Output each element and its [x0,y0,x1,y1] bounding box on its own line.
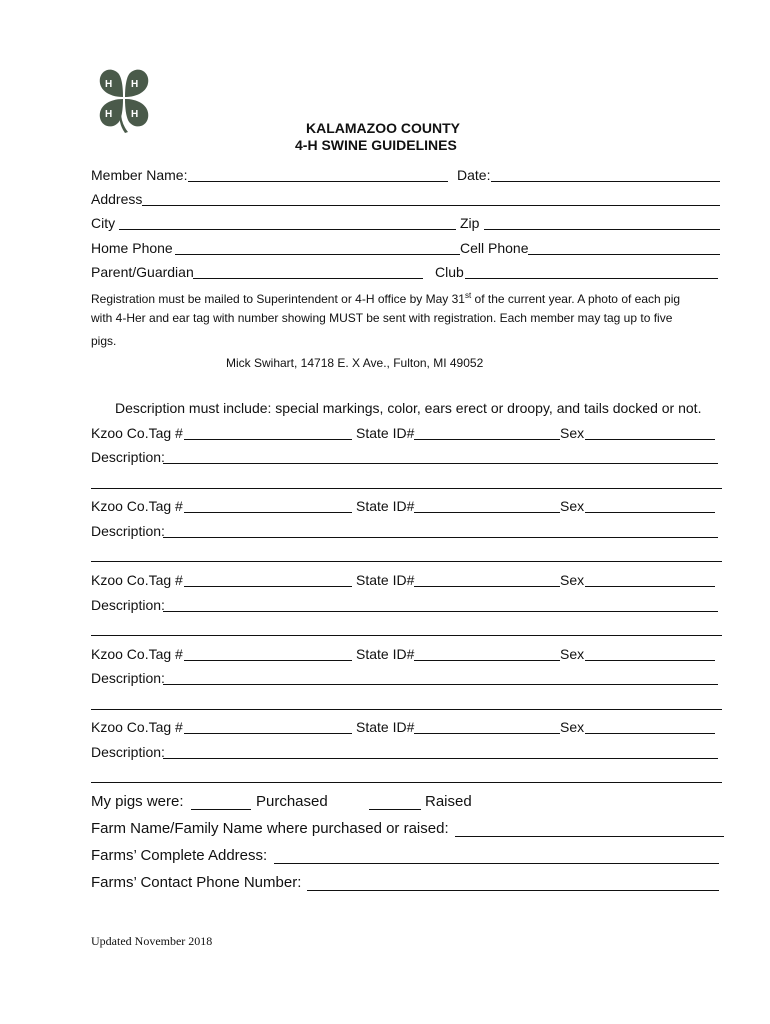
state-id-field[interactable] [414,733,560,734]
tag-field[interactable] [184,512,352,513]
purchased-label: Purchased [256,793,328,810]
pigs-were-label: My pigs were: [91,793,184,810]
farm-address-label: Farms’ Complete Address: [91,847,268,864]
description-label: Description: [91,523,165,539]
farm-phone-field[interactable] [307,890,719,891]
state-id-label: State ID# [356,719,415,735]
date-field[interactable] [491,181,720,182]
description-field-line-2[interactable] [91,488,722,489]
city-field[interactable] [119,229,456,230]
date-label: Date: [457,167,491,183]
description-field-line-2[interactable] [91,709,722,710]
description-label: Description: [91,597,165,613]
description-field[interactable] [163,611,718,612]
state-id-label: State ID# [356,425,415,441]
sex-field[interactable] [585,660,715,661]
purchased-blank[interactable] [191,809,251,810]
state-id-field[interactable] [414,439,560,440]
description-instruction: Description must include: special markings, color, ears erect or droopy, and tails docked or not. [115,400,702,416]
raised-label: Raised [425,793,472,810]
member-name-label: Member Name: [91,167,188,183]
updated-date: Updated November 2018 [91,934,213,948]
tag-field[interactable] [184,439,352,440]
description-field-line-2[interactable] [91,782,722,783]
description-label: Description: [91,670,165,686]
farm-name-label: Farm Name/Family Name where purchased or raised: [91,820,449,837]
tag-field[interactable] [184,733,352,734]
tag-label: Kzoo Co.Tag # [91,425,183,441]
farm-phone-label: Farms’ Contact Phone Number: [91,874,302,891]
state-id-label: State ID# [356,646,415,662]
state-id-field[interactable] [414,586,560,587]
parent-guardian-label: Parent/Guardian [91,264,194,280]
registration-text-line-3: pigs. [91,334,117,348]
raised-blank[interactable] [369,809,421,810]
sex-label: Sex [560,572,585,588]
state-id-field[interactable] [414,660,560,661]
tag-label: Kzoo Co.Tag # [91,572,183,588]
svg-text:H: H [131,109,139,120]
tag-field[interactable] [184,660,352,661]
sex-label: Sex [560,646,585,662]
city-label: City [91,215,116,231]
sex-field[interactable] [585,439,715,440]
tag-label: Kzoo Co.Tag # [91,498,183,514]
description-field[interactable] [163,684,718,685]
description-field[interactable] [163,537,718,538]
address-field[interactable] [142,205,720,206]
registration-text-line-2: with 4-Her and ear tag with number showing MUST be sent with registration. Each member may tag up to five [91,311,673,325]
parent-guardian-field[interactable] [193,278,423,279]
farm-address-field[interactable] [274,863,719,864]
sex-label: Sex [560,425,585,441]
sex-field[interactable] [585,733,715,734]
cell-phone-field[interactable] [528,254,720,255]
member-name-field[interactable] [188,181,448,182]
state-id-field[interactable] [414,512,560,513]
registration-text-line-1: Registration must be mailed to Superintendent or 4-H office by May 31st of the current year. A photo of each pig [91,291,681,306]
club-field[interactable] [465,278,718,279]
sex-field[interactable] [585,586,715,587]
tag-field[interactable] [184,586,352,587]
description-field-line-2[interactable] [91,635,722,636]
description-field-line-2[interactable] [91,561,722,562]
state-id-label: State ID# [356,572,415,588]
svg-text:H: H [131,79,139,90]
tag-label: Kzoo Co.Tag # [91,719,183,735]
sex-label: Sex [560,498,585,514]
description-field[interactable] [163,463,718,464]
tag-label: Kzoo Co.Tag # [91,646,183,662]
home-phone-label: Home Phone [91,240,173,256]
description-label: Description: [91,744,165,760]
zip-label: Zip [460,215,480,231]
description-field[interactable] [163,758,718,759]
svg-text:H: H [105,109,113,120]
cell-phone-label: Cell Phone [460,240,529,256]
club-label: Club [435,264,464,280]
address-label: Address [91,191,143,207]
title-line-1: KALAMAZOO COUNTY [306,120,460,136]
four-h-clover-icon [88,64,158,134]
mailing-address: Mick Swihart, 14718 E. X Ave., Fulton, MI 49052 [226,356,484,370]
state-id-label: State ID# [356,498,415,514]
home-phone-field[interactable] [175,254,460,255]
description-label: Description: [91,449,165,465]
sex-field[interactable] [585,512,715,513]
sex-label: Sex [560,719,585,735]
farm-name-field[interactable] [455,836,724,837]
zip-field[interactable] [484,229,720,230]
title-line-2: 4-H SWINE GUIDELINES [295,137,457,153]
svg-text:H: H [105,79,113,90]
